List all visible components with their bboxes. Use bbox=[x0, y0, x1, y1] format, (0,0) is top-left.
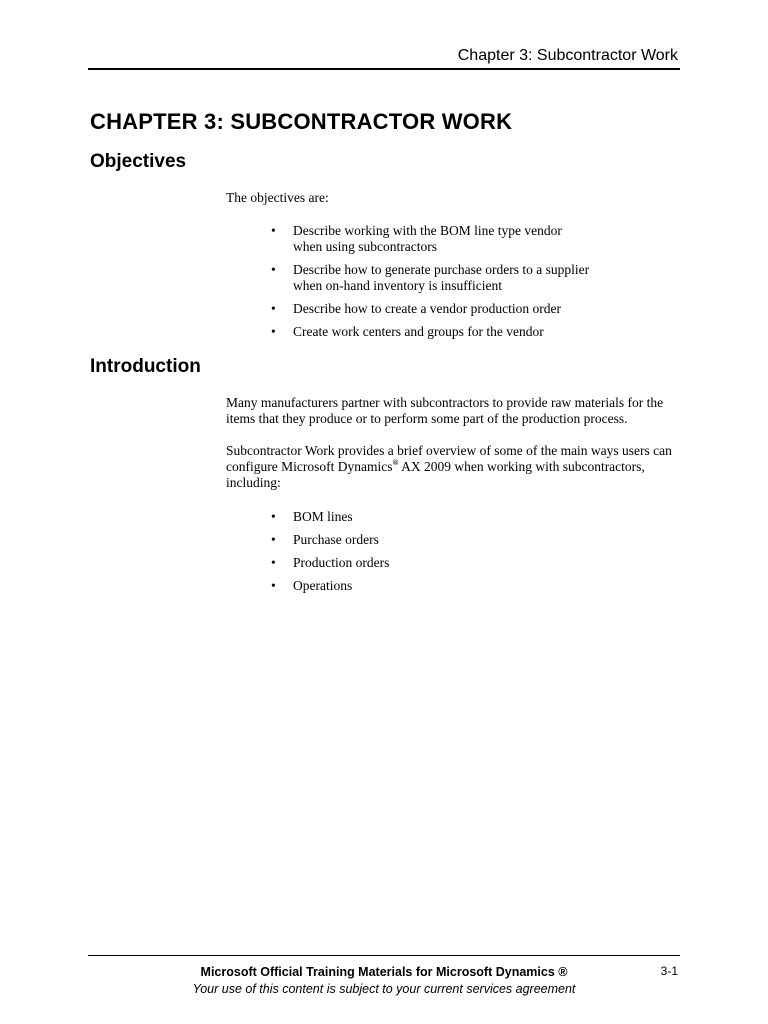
introduction-list bbox=[226, 509, 681, 601]
objectives-list bbox=[226, 223, 681, 347]
list-item-text: Operations bbox=[293, 578, 353, 593]
objectives-heading: Objectives bbox=[90, 151, 187, 172]
list-item bbox=[226, 262, 593, 294]
list-item-text: Describe working with the BOM line type vendor when using subcontractors bbox=[293, 223, 562, 254]
list-item bbox=[226, 324, 593, 340]
introduction-paragraph-2 bbox=[226, 443, 681, 491]
bullet-icon: • bbox=[271, 555, 276, 570]
list-item bbox=[226, 301, 593, 317]
objectives-intro: The objectives are: bbox=[226, 190, 329, 205]
bullet-icon: • bbox=[271, 324, 276, 339]
bullet-icon: • bbox=[271, 223, 276, 238]
bullet-icon: • bbox=[271, 301, 276, 316]
paragraph-text: Subcontractor Work provides a brief overview of some of the main ways users can configure Microsoft Dynamics bbox=[226, 443, 672, 474]
list-item-text: Describe how to generate purchase orders to a supplier when on-hand inventory is insufficient bbox=[293, 262, 590, 293]
bullet-icon: • bbox=[271, 578, 276, 593]
page-number: 3-1 bbox=[660, 964, 678, 978]
list-item-text: Purchase orders bbox=[293, 532, 379, 547]
list-item bbox=[226, 223, 593, 255]
list-item bbox=[226, 532, 593, 548]
footer-note: Your use of this content is subject to your current services agreement bbox=[192, 982, 576, 996]
chapter-title: CHAPTER 3: SUBCONTRACTOR WORK bbox=[90, 109, 513, 134]
bullet-icon: • bbox=[271, 532, 276, 547]
list-item-text: Describe how to create a vendor production order bbox=[293, 301, 562, 316]
list-item-text: Production orders bbox=[293, 555, 390, 570]
introduction-heading: Introduction bbox=[90, 356, 201, 377]
list-item bbox=[226, 555, 593, 571]
paragraph-text: AX 2009 when working with subcontractors, including: bbox=[226, 459, 645, 490]
registered-mark: ® bbox=[392, 458, 399, 467]
footer-title: Microsoft Official Training Materials for Microsoft Dynamics ® bbox=[200, 965, 568, 979]
header-divider bbox=[88, 68, 680, 70]
bullet-icon: • bbox=[271, 509, 276, 524]
footer-divider bbox=[88, 955, 680, 956]
introduction-paragraph: Many manufacturers partner with subcontractors to provide raw materials for the items that they produce or to perform some part of the production process. bbox=[226, 395, 664, 426]
list-item bbox=[226, 509, 593, 525]
list-item-text: Create work centers and groups for the vendor bbox=[293, 324, 544, 339]
list-item-text: BOM lines bbox=[293, 509, 353, 524]
list-item bbox=[226, 578, 593, 594]
running-header: Chapter 3: Subcontractor Work bbox=[457, 47, 678, 64]
bullet-icon: • bbox=[271, 262, 276, 277]
